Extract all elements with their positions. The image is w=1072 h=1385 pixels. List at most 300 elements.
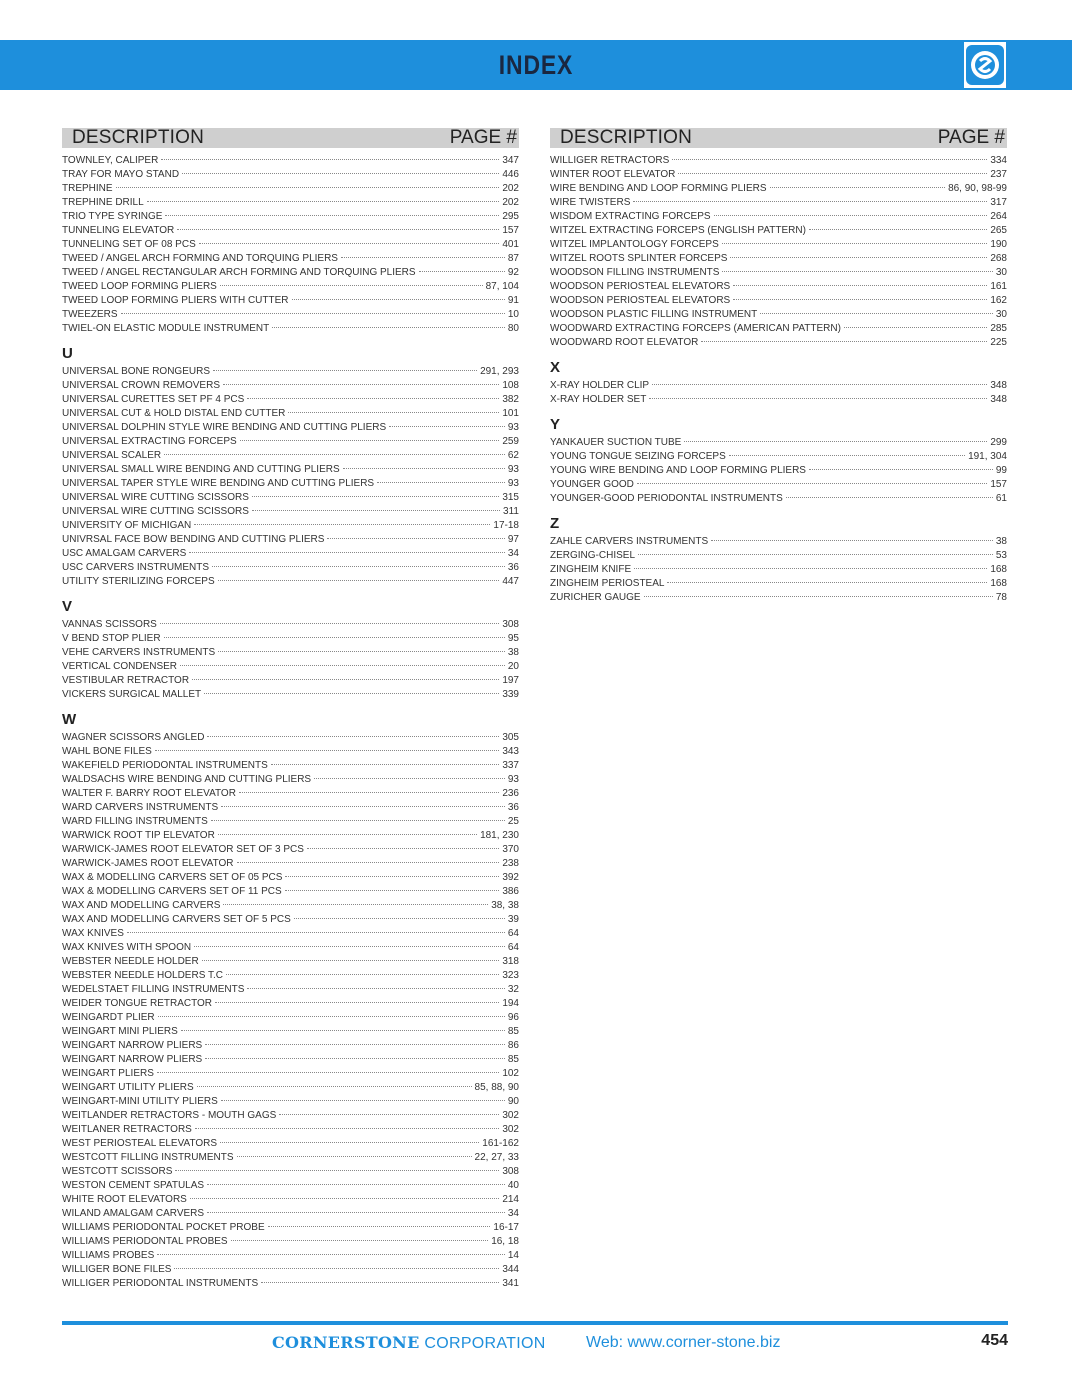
entry-page: 168 (990, 578, 1007, 589)
entry-name: TWIEL-ON ELASTIC MODULE INSTRUMENT (62, 323, 270, 334)
entry-page: 16, 18 (491, 1236, 519, 1247)
page-label: PAGE # (937, 127, 1005, 148)
entry-name: USC CARVERS INSTRUMENTS (62, 562, 210, 573)
dot-leader (164, 637, 505, 638)
entry-name: WEINGART PLIERS (62, 1068, 154, 1079)
index-entry (62, 773, 519, 787)
entry-page: 93 (507, 464, 519, 475)
dot-leader (175, 1170, 499, 1171)
entry-name: YOUNG WIRE BENDING AND LOOP FORMING PLIERS (550, 465, 806, 476)
entry-page: 78 (995, 592, 1007, 603)
dot-leader (215, 1002, 499, 1003)
index-section (62, 597, 519, 702)
entry-page: 291, 293 (480, 366, 519, 377)
index-entry (62, 294, 519, 308)
index-entry (62, 871, 519, 885)
entry-name: TWEED / ANGEL RECTANGULAR ARCH FORMING AND TORQUING PLIERS (62, 267, 416, 278)
entry-name: WOODSON PERIOSTEAL ELEVATORS (550, 295, 731, 306)
index-entry (62, 1109, 519, 1123)
dot-leader (684, 441, 987, 442)
header-band (0, 40, 1072, 90)
index-entry (62, 1151, 519, 1165)
entry-page: 36 (507, 562, 519, 573)
index-entry (550, 182, 1007, 196)
dot-leader (240, 440, 500, 441)
dot-leader (223, 904, 488, 905)
dot-leader (638, 554, 993, 555)
dot-leader (343, 468, 505, 469)
entry-name: ZERGING-CHISEL (550, 550, 636, 561)
entry-name: WARD FILLING INSTRUMENTS (62, 816, 208, 827)
index-entry (62, 1221, 519, 1235)
dot-leader (294, 918, 505, 919)
index-entry (62, 154, 519, 168)
entry-name: ZINGHEIM KNIFE (550, 564, 632, 575)
index-entry (62, 463, 519, 477)
entry-name: TRIO TYPE SYRINGE (62, 211, 163, 222)
dot-leader (205, 1058, 505, 1059)
dot-leader (202, 960, 500, 961)
entry-name: WOODWARD ROOT ELEVATOR (550, 337, 699, 348)
dot-leader (314, 778, 505, 779)
entry-name: UNIVERSAL WIRE CUTTING SCISSORS (62, 506, 249, 517)
dot-leader (218, 580, 500, 581)
index-entry (550, 154, 1007, 168)
entry-name: ZAHLE CARVERS INSTRUMENTS (550, 536, 709, 547)
entry-page: 93 (507, 774, 519, 785)
entry-name: TWEED / ANGEL ARCH FORMING AND TORQUING PLIERS (62, 253, 338, 264)
dot-leader (285, 890, 500, 891)
entry-name: WARWICK ROOT TIP ELEVATOR (62, 830, 215, 841)
dot-leader (207, 1184, 505, 1185)
entry-page: 161-162 (482, 1138, 519, 1149)
entry-page: 348 (990, 380, 1007, 391)
index-entry (62, 899, 519, 913)
index-entry (62, 997, 519, 1011)
dot-leader (279, 1114, 499, 1115)
dot-leader (252, 496, 499, 497)
entry-name: WEBSTER NEEDLE HOLDER (62, 956, 199, 967)
entry-name: VEHE CARVERS INSTRUMENTS (62, 647, 216, 658)
index-entry (62, 674, 519, 688)
entry-page: 190 (990, 239, 1007, 250)
dot-leader (667, 582, 987, 583)
entry-page: 34 (507, 1208, 519, 1219)
entry-page: 40 (507, 1180, 519, 1191)
entry-page: 61 (995, 493, 1007, 504)
entry-name: WESTCOTT SCISSORS (62, 1166, 173, 1177)
entry-name: UNIVERSAL TAPER STYLE WIRE BENDING AND CUTTING PLIERS (62, 478, 375, 489)
dot-leader (247, 398, 499, 399)
index-entry (62, 435, 519, 449)
entry-name: WOODSON FILLING INSTRUMENTS (550, 267, 720, 278)
entry-page: 20 (507, 661, 519, 672)
dot-leader (157, 1254, 505, 1255)
dot-leader (268, 1226, 491, 1227)
index-entry (62, 1249, 519, 1263)
dot-leader (377, 482, 505, 483)
entry-name: WAX AND MODELLING CARVERS (62, 900, 221, 911)
entry-name: UNIVERSAL BONE RONGEURS (62, 366, 210, 377)
dot-leader (714, 215, 988, 216)
dot-leader (207, 1212, 505, 1213)
index-entry (62, 1207, 519, 1221)
entry-page: 30 (995, 309, 1007, 320)
entry-page: 17-18 (493, 520, 519, 531)
page-number: 454 (981, 1332, 1008, 1349)
dot-leader (307, 848, 499, 849)
dot-leader (844, 327, 987, 328)
entry-page: 85 (507, 1054, 519, 1065)
column-header (62, 128, 519, 148)
dot-leader (288, 412, 499, 413)
entry-page: 202 (502, 183, 519, 194)
index-entry (550, 591, 1007, 605)
entry-name: UNIVRSAL FACE BOW BENDING AND CUTTING PLIERS (62, 534, 325, 545)
entry-name: WAX AND MODELLING CARVERS SET OF 5 PCS (62, 914, 291, 925)
index-entry (62, 575, 519, 589)
dot-leader (221, 1100, 505, 1101)
index-entry (62, 885, 519, 899)
entry-name: WAX KNIVES (62, 928, 124, 939)
dot-leader (194, 524, 490, 525)
index-section (550, 415, 1007, 506)
index-column-right (550, 128, 1007, 605)
entry-name: TREPHINE DRILL (62, 197, 144, 208)
dot-leader (285, 876, 499, 877)
dot-leader (121, 313, 505, 314)
dot-leader (722, 243, 988, 244)
entry-name: WARD CARVERS INSTRUMENTS (62, 802, 219, 813)
index-entry (62, 1025, 519, 1039)
index-entry (62, 913, 519, 927)
dot-leader (161, 159, 499, 160)
entry-page: 92 (507, 267, 519, 278)
entry-name: WEDELSTAET FILLING INSTRUMENTS (62, 984, 245, 995)
entry-name: WARWICK-JAMES ROOT ELEVATOR (62, 858, 234, 869)
entry-page: 311 (503, 506, 519, 517)
index-entry (550, 224, 1007, 238)
entry-name: YOUNG TONGUE SEIZING FORCEPS (550, 451, 726, 462)
entry-name: WAX & MODELLING CARVERS SET OF 11 PCS (62, 886, 282, 897)
dot-leader (786, 497, 993, 498)
dot-leader (237, 1156, 472, 1157)
entry-name: WAKEFIELD PERIODONTAL INSTRUMENTS (62, 760, 268, 771)
entry-name: VERTICAL CONDENSER (62, 661, 178, 672)
index-entry (62, 519, 519, 533)
company-suffix: CORPORATION (424, 1335, 546, 1352)
entry-page: 39 (507, 914, 519, 925)
dot-leader (207, 736, 499, 737)
index-entry (550, 238, 1007, 252)
entry-name: WHITE ROOT ELEVATORS (62, 1194, 187, 1205)
dot-leader (809, 229, 987, 230)
dot-leader (701, 341, 987, 342)
entry-page: 181, 230 (480, 830, 519, 841)
entry-name: WIRE TWISTERS (550, 197, 631, 208)
entry-name: WEITLANDER RETRACTORS - MOUTH GAGS (62, 1110, 277, 1121)
index-entry (62, 1235, 519, 1249)
entry-page: 386 (502, 886, 519, 897)
entry-page: 339 (502, 689, 519, 700)
index-entry (550, 322, 1007, 336)
dot-leader (239, 792, 499, 793)
entry-page: 86, 90, 98-99 (948, 183, 1007, 194)
entry-page: 80 (507, 323, 519, 334)
entry-page: 97 (507, 534, 519, 545)
entry-name: YOUNGER-GOOD PERIODONTAL INSTRUMENTS (550, 493, 783, 504)
section-letter: W (62, 711, 77, 728)
entry-page: 305 (502, 732, 519, 743)
dot-leader (194, 946, 505, 947)
entry-page: 265 (990, 225, 1007, 236)
entry-name: WITZEL EXTRACTING FORCEPS (ENGLISH PATTERN) (550, 225, 806, 236)
entry-page: 308 (502, 1166, 519, 1177)
index-entry (62, 477, 519, 491)
entry-page: 344 (502, 1264, 519, 1275)
index-entry (62, 927, 519, 941)
dot-leader (180, 665, 505, 666)
entry-page: 157 (990, 479, 1007, 490)
entry-page: 10 (507, 309, 519, 320)
index-entry (62, 252, 519, 266)
entry-page: 30 (995, 267, 1007, 278)
entry-name: UNIVERSAL EXTRACTING FORCEPS (62, 436, 237, 447)
dot-leader (637, 483, 987, 484)
index-entry (550, 252, 1007, 266)
entry-page: 295 (502, 211, 519, 222)
index-entry (62, 983, 519, 997)
entry-page: 237 (990, 169, 1007, 180)
entry-page: 99 (995, 465, 1007, 476)
index-entry (550, 266, 1007, 280)
dot-leader (192, 679, 499, 680)
index-section (62, 154, 519, 336)
page-label: PAGE # (449, 127, 517, 148)
dot-leader (147, 201, 500, 202)
dot-leader (652, 384, 987, 385)
entry-page: 90 (507, 1096, 519, 1107)
dot-leader (220, 1142, 479, 1143)
entry-page: 191, 304 (968, 451, 1007, 462)
dot-leader (231, 1240, 489, 1241)
index-entry (62, 266, 519, 280)
index-entry (62, 561, 519, 575)
index-entry (550, 168, 1007, 182)
entry-name: UNIVERSAL SMALL WIRE BENDING AND CUTTING PLIERS (62, 464, 340, 475)
dot-leader (261, 1282, 499, 1283)
index-entry (62, 1067, 519, 1081)
entry-page: 194 (502, 998, 519, 1009)
entry-name: WEBSTER NEEDLE HOLDERS T.C (62, 970, 223, 981)
entry-page: 214 (502, 1194, 519, 1205)
entry-name: UTILITY STERILIZING FORCEPS (62, 576, 215, 587)
index-entry (62, 759, 519, 773)
dot-leader (237, 862, 500, 863)
dot-leader (199, 243, 500, 244)
entry-page: 168 (990, 564, 1007, 575)
entry-name: WAHL BONE FILES (62, 746, 152, 757)
index-entry (62, 1095, 519, 1109)
entry-page: 96 (507, 1012, 519, 1023)
entry-page: 91 (507, 295, 519, 306)
dot-leader (419, 271, 505, 272)
entry-page: 334 (990, 155, 1007, 166)
entry-page: 285 (990, 323, 1007, 334)
section-letter: Y (550, 416, 561, 433)
index-entry (550, 196, 1007, 210)
dot-leader (711, 540, 993, 541)
footer-divider (62, 1321, 1008, 1325)
entry-name: UNIVERSAL CURETTES SET PF 4 PCS (62, 394, 245, 405)
entry-name: V BEND STOP PLIER (62, 633, 161, 644)
index-entry (550, 464, 1007, 478)
dot-leader (218, 834, 477, 835)
footer-company (272, 1333, 546, 1354)
index-entry (62, 801, 519, 815)
entry-page: 401 (502, 239, 519, 250)
entry-page: 16-17 (493, 1222, 519, 1233)
entry-name: TWEED LOOP FORMING PLIERS WITH CUTTER (62, 295, 289, 306)
entry-page: 87, 104 (485, 281, 519, 292)
index-entry (62, 1081, 519, 1095)
entry-page: 348 (990, 394, 1007, 405)
entry-name: VICKERS SURGICAL MALLET (62, 689, 202, 700)
index-entry (550, 379, 1007, 393)
entry-page: 202 (502, 197, 519, 208)
entry-name: ZURICHER GAUGE (550, 592, 641, 603)
dot-leader (644, 596, 993, 597)
dot-leader (760, 313, 993, 314)
entry-page: 225 (990, 337, 1007, 348)
index-entry (62, 969, 519, 983)
dot-leader (730, 257, 987, 258)
entry-page: 341 (502, 1278, 519, 1289)
entry-page: 108 (502, 380, 519, 391)
entry-name: VANNAS SCISSORS (62, 619, 157, 630)
entry-page: 87 (507, 253, 519, 264)
index-entry (62, 1011, 519, 1025)
entry-page: 38 (507, 647, 519, 658)
entry-page: 317 (990, 197, 1007, 208)
dot-leader (634, 568, 987, 569)
entry-name: VESTIBULAR RETRACTOR (62, 675, 190, 686)
entry-page: 62 (507, 450, 519, 461)
entry-page: 382 (502, 394, 519, 405)
entry-name: TUNNELING SET OF 08 PCS (62, 239, 196, 250)
index-entry (62, 941, 519, 955)
dot-leader (272, 327, 505, 328)
entry-name: TOWNLEY, CALIPER (62, 155, 159, 166)
dot-leader (212, 566, 505, 567)
dot-leader (220, 285, 483, 286)
dot-leader (164, 454, 505, 455)
index-entry (62, 449, 519, 463)
page-title: INDEX (498, 50, 574, 80)
entry-name: WEINGART MINI PLIERS (62, 1026, 178, 1037)
entry-page: 93 (507, 422, 519, 433)
footer-web-link[interactable]: Web: www.corner-stone.biz (586, 1334, 781, 1351)
entry-page: 53 (995, 550, 1007, 561)
dot-leader (182, 173, 499, 174)
entry-page: 299 (990, 437, 1007, 448)
index-section (550, 358, 1007, 407)
index-entry (62, 1123, 519, 1137)
index-section (62, 710, 519, 1291)
entry-name: WOODWARD EXTRACTING FORCEPS (AMERICAN PATTERN) (550, 323, 841, 334)
entry-page: 315 (502, 492, 519, 503)
index-entry (62, 1263, 519, 1277)
entry-page: 446 (502, 169, 519, 180)
entry-page: 34 (507, 548, 519, 559)
index-entry (550, 436, 1007, 450)
dot-leader (770, 187, 946, 188)
index-section (550, 154, 1007, 350)
entry-page: 392 (502, 872, 519, 883)
entry-name: WILLIGER RETRACTORS (550, 155, 670, 166)
entry-name: UNIVERSAL DOLPHIN STYLE WIRE BENDING AND CUTTING PLIERS (62, 422, 387, 433)
index-entry (62, 843, 519, 857)
entry-name: WIRE BENDING AND LOOP FORMING PLIERS (550, 183, 767, 194)
entry-page: 102 (502, 1068, 519, 1079)
index-entry (550, 210, 1007, 224)
index-entry (62, 421, 519, 435)
dot-leader (181, 1030, 505, 1031)
dot-leader (649, 398, 987, 399)
index-entry (62, 547, 519, 561)
dot-leader (809, 469, 993, 470)
entry-name: X-RAY HOLDER CLIP (550, 380, 650, 391)
index-entry (550, 450, 1007, 464)
dot-leader (177, 229, 499, 230)
index-entry (62, 365, 519, 379)
index-entry (62, 731, 519, 745)
entry-page: 101 (502, 408, 519, 419)
dot-leader (271, 764, 500, 765)
entry-name: WILAND AMALGAM CARVERS (62, 1208, 205, 1219)
index-entry (550, 492, 1007, 506)
index-entry (550, 280, 1007, 294)
dot-leader (226, 974, 499, 975)
dot-leader (223, 384, 499, 385)
entry-name: USC AMALGAM CARVERS (62, 548, 187, 559)
entry-name: YANKAUER SUCTION TUBE (550, 437, 682, 448)
dot-leader (213, 370, 477, 371)
dot-leader (190, 1198, 499, 1199)
entry-page: 343 (502, 746, 519, 757)
index-entry (62, 1277, 519, 1291)
index-entry (550, 294, 1007, 308)
entry-page: 268 (990, 253, 1007, 264)
index-entry (62, 1039, 519, 1053)
entry-name: WEINGARDT PLIER (62, 1012, 155, 1023)
index-entry (62, 280, 519, 294)
entry-name: WEINGART NARROW PLIERS (62, 1054, 203, 1065)
dot-leader (633, 201, 987, 202)
entry-name: WEIDER TONGUE RETRACTOR (62, 998, 213, 1009)
index-entry (62, 688, 519, 702)
entry-name: WARWICK-JAMES ROOT ELEVATOR SET OF 3 PCS (62, 844, 304, 855)
dot-leader (204, 693, 499, 694)
index-entry (62, 646, 519, 660)
entry-page: 64 (507, 942, 519, 953)
index-entry (62, 787, 519, 801)
entry-page: 64 (507, 928, 519, 939)
entry-name: WEST PERIOSTEAL ELEVATORS (62, 1138, 218, 1149)
index-entry (550, 308, 1007, 322)
dot-leader (205, 1044, 505, 1045)
entry-name: UNIVERSAL WIRE CUTTING SCISSORS (62, 492, 249, 503)
